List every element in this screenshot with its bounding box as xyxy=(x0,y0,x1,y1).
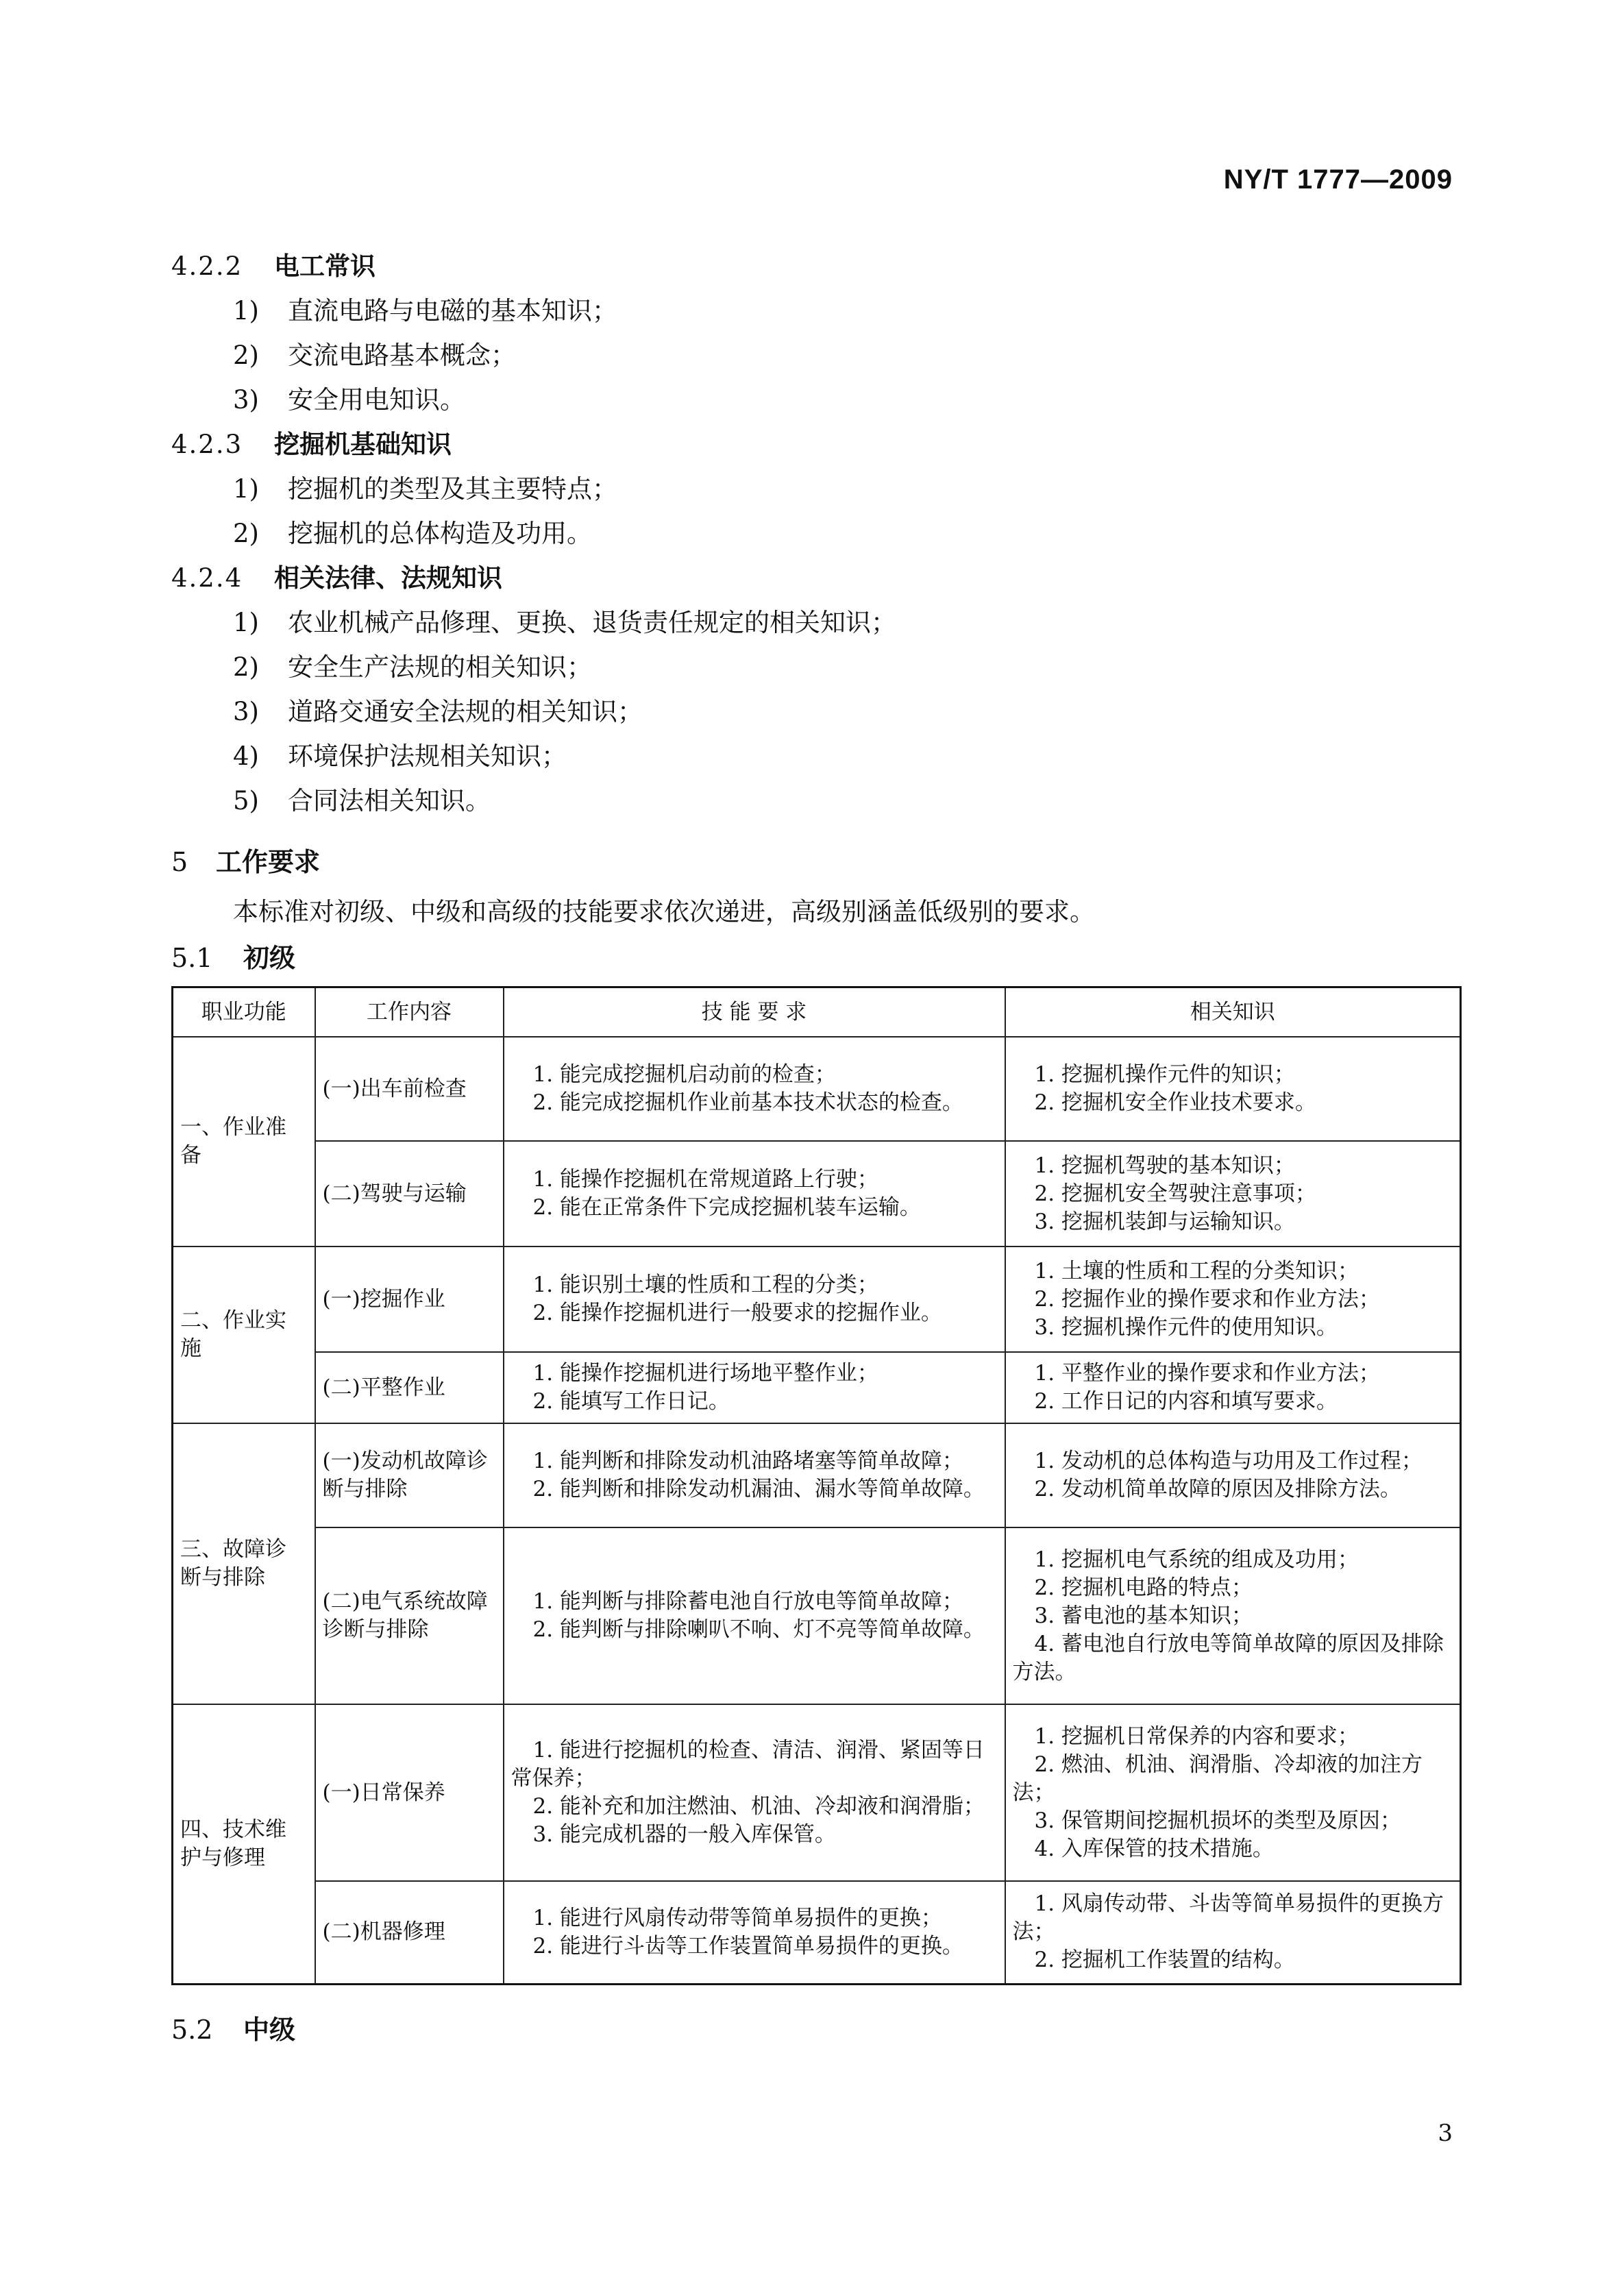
section-5-heading xyxy=(171,845,1460,879)
knowledge-cell: 1. 发动机的总体构造与功用及工作过程； 2. 发动机简单故障的原因及排除方法。 xyxy=(1005,1423,1461,1527)
section-title: 电工常识 xyxy=(274,251,376,281)
list-item: 2) 交流电路基本概念； xyxy=(233,341,516,370)
knowledge-cell: 1. 挖掘机驾驶的基本知识； 2. 挖掘机安全驾驶注意事项； 3. 挖掘机装卸与运输知识。 xyxy=(1005,1141,1461,1247)
skills-cell: 1. 能完成挖掘机启动前的检查； 2. 能完成挖掘机作业前基本技术状态的检查。 xyxy=(504,1037,1005,1141)
table-row xyxy=(173,1037,1461,1141)
table-row xyxy=(173,1352,1461,1423)
task-cell: (二)驾驶与运输 xyxy=(315,1141,504,1247)
page-number: 3 xyxy=(1438,2120,1453,2147)
task-cell: (二)电气系统故障诊断与排除 xyxy=(315,1527,504,1704)
column-header-function: 职业功能 xyxy=(173,987,315,1037)
section-5-2-heading xyxy=(171,2013,1460,2047)
section-number: 5.2 xyxy=(171,2014,213,2045)
list-item: 3) 道路交通安全法规的相关知识； xyxy=(233,697,643,726)
section-4-2-3-heading xyxy=(171,428,1460,461)
knowledge-cell: 1. 平整作业的操作要求和作业方法； 2. 工作日记的内容和填写要求。 xyxy=(1005,1352,1461,1423)
section-title: 工作要求 xyxy=(216,847,321,877)
list-item: 2) 安全生产法规的相关知识； xyxy=(233,652,592,682)
section-5-1-heading xyxy=(171,941,1460,975)
task-cell: (一)出车前检查 xyxy=(315,1037,504,1141)
skill-requirements-table xyxy=(171,986,1462,1985)
task-cell: (二)机器修理 xyxy=(315,1881,504,1984)
column-header-task: 工作内容 xyxy=(315,987,504,1037)
table-row xyxy=(173,1141,1461,1247)
list-item: 1) 农业机械产品修理、更换、退货责任规定的相关知识； xyxy=(233,608,896,637)
skills-cell: 1. 能操作挖掘机进行场地平整作业； 2. 能填写工作日记。 xyxy=(504,1352,1005,1423)
list-item: 5) 合同法相关知识。 xyxy=(233,786,491,815)
table-header-row xyxy=(173,987,1461,1037)
table-row xyxy=(173,1423,1461,1527)
list-item: 2) 挖掘机的总体构造及功用。 xyxy=(233,519,592,548)
section-title: 挖掘机基础知识 xyxy=(274,430,452,459)
skills-cell: 1. 能进行风扇传动带等简单易损件的更换； 2. 能进行斗齿等工作装置简单易损件的更换。 xyxy=(504,1881,1005,1984)
function-cell: 二、作业实施 xyxy=(173,1247,315,1423)
list-item: 4) 环境保护法规相关知识； xyxy=(233,741,567,771)
skills-cell: 1. 能判断和排除发动机油路堵塞等简单故障； 2. 能判断和排除发动机漏油、漏水等简单故障。 xyxy=(504,1423,1005,1527)
task-cell: (二)平整作业 xyxy=(315,1352,504,1423)
knowledge-cell: 1. 挖掘机日常保养的内容和要求； 2. 燃油、机油、润滑脂、冷却液的加注方法； 3. 保管期间挖掘机损坏的类型及原因； 4. 入库保管的技术措施。 xyxy=(1005,1704,1461,1881)
task-cell: (一)日常保养 xyxy=(315,1704,504,1881)
standard-code: NY/T 1777—2009 xyxy=(1223,164,1453,195)
section-5-intro: 本标准对初级、中级和高级的技能要求依次递进，高级别涵盖低级别的要求。 xyxy=(233,897,1095,926)
list-item: 1) 挖掘机的类型及其主要特点； xyxy=(233,474,617,504)
section-number: 5 xyxy=(171,847,188,877)
skills-cell: 1. 能进行挖掘机的检查、清洁、润滑、紧固等日常保养； 2. 能补充和加注燃油、机油、冷却液和润滑脂； 3. 能完成机器的一般入库保管。 xyxy=(504,1704,1005,1881)
function-cell: 三、故障诊断与排除 xyxy=(173,1423,315,1704)
section-number: 4.2.2 xyxy=(171,251,243,281)
task-cell: (一)发动机故障诊断与排除 xyxy=(315,1423,504,1527)
section-4-2-2-heading xyxy=(171,250,1460,283)
section-title: 相关法律、法规知识 xyxy=(274,563,502,593)
function-cell: 一、作业准备 xyxy=(173,1037,315,1247)
section-number: 4.2.3 xyxy=(171,430,243,459)
skills-cell: 1. 能判断与排除蓄电池自行放电等简单故障； 2. 能判断与排除喇叭不响、灯不亮等简单故障。 xyxy=(504,1527,1005,1704)
table-row xyxy=(173,1527,1461,1704)
section-title: 中级 xyxy=(243,2014,296,2045)
table-row xyxy=(173,1704,1461,1881)
task-cell: (一)挖掘作业 xyxy=(315,1247,504,1352)
knowledge-cell: 1. 风扇传动带、斗齿等简单易损件的更换方法； 2. 挖掘机工作装置的结构。 xyxy=(1005,1881,1461,1984)
table-row xyxy=(173,1881,1461,1984)
column-header-skills: 技 能 要 求 xyxy=(504,987,1005,1037)
column-header-knowledge: 相关知识 xyxy=(1005,987,1461,1037)
section-number: 5.1 xyxy=(171,943,213,973)
section-4-2-4-heading xyxy=(171,562,1460,595)
document-body xyxy=(171,250,1460,2058)
skills-cell: 1. 能识别土壤的性质和工程的分类； 2. 能操作挖掘机进行一般要求的挖掘作业。 xyxy=(504,1247,1005,1352)
function-cell: 四、技术维护与修理 xyxy=(173,1704,315,1984)
section-title: 初级 xyxy=(243,943,296,973)
table-row xyxy=(173,1247,1461,1352)
knowledge-cell: 1. 土壤的性质和工程的分类知识； 2. 挖掘作业的操作要求和作业方法； 3. 挖掘机操作元件的使用知识。 xyxy=(1005,1247,1461,1352)
list-item: 1) 直流电路与电磁的基本知识； xyxy=(233,296,617,326)
skills-cell: 1. 能操作挖掘机在常规道路上行驶； 2. 能在正常条件下完成挖掘机装车运输。 xyxy=(504,1141,1005,1247)
list-item: 3) 安全用电知识。 xyxy=(233,385,465,415)
knowledge-cell: 1. 挖掘机操作元件的知识； 2. 挖掘机安全作业技术要求。 xyxy=(1005,1037,1461,1141)
knowledge-cell: 1. 挖掘机电气系统的组成及功用； 2. 挖掘机电路的特点； 3. 蓄电池的基本知识； 4. 蓄电池自行放电等简单故障的原因及排除方法。 xyxy=(1005,1527,1461,1704)
section-number: 4.2.4 xyxy=(171,563,243,593)
